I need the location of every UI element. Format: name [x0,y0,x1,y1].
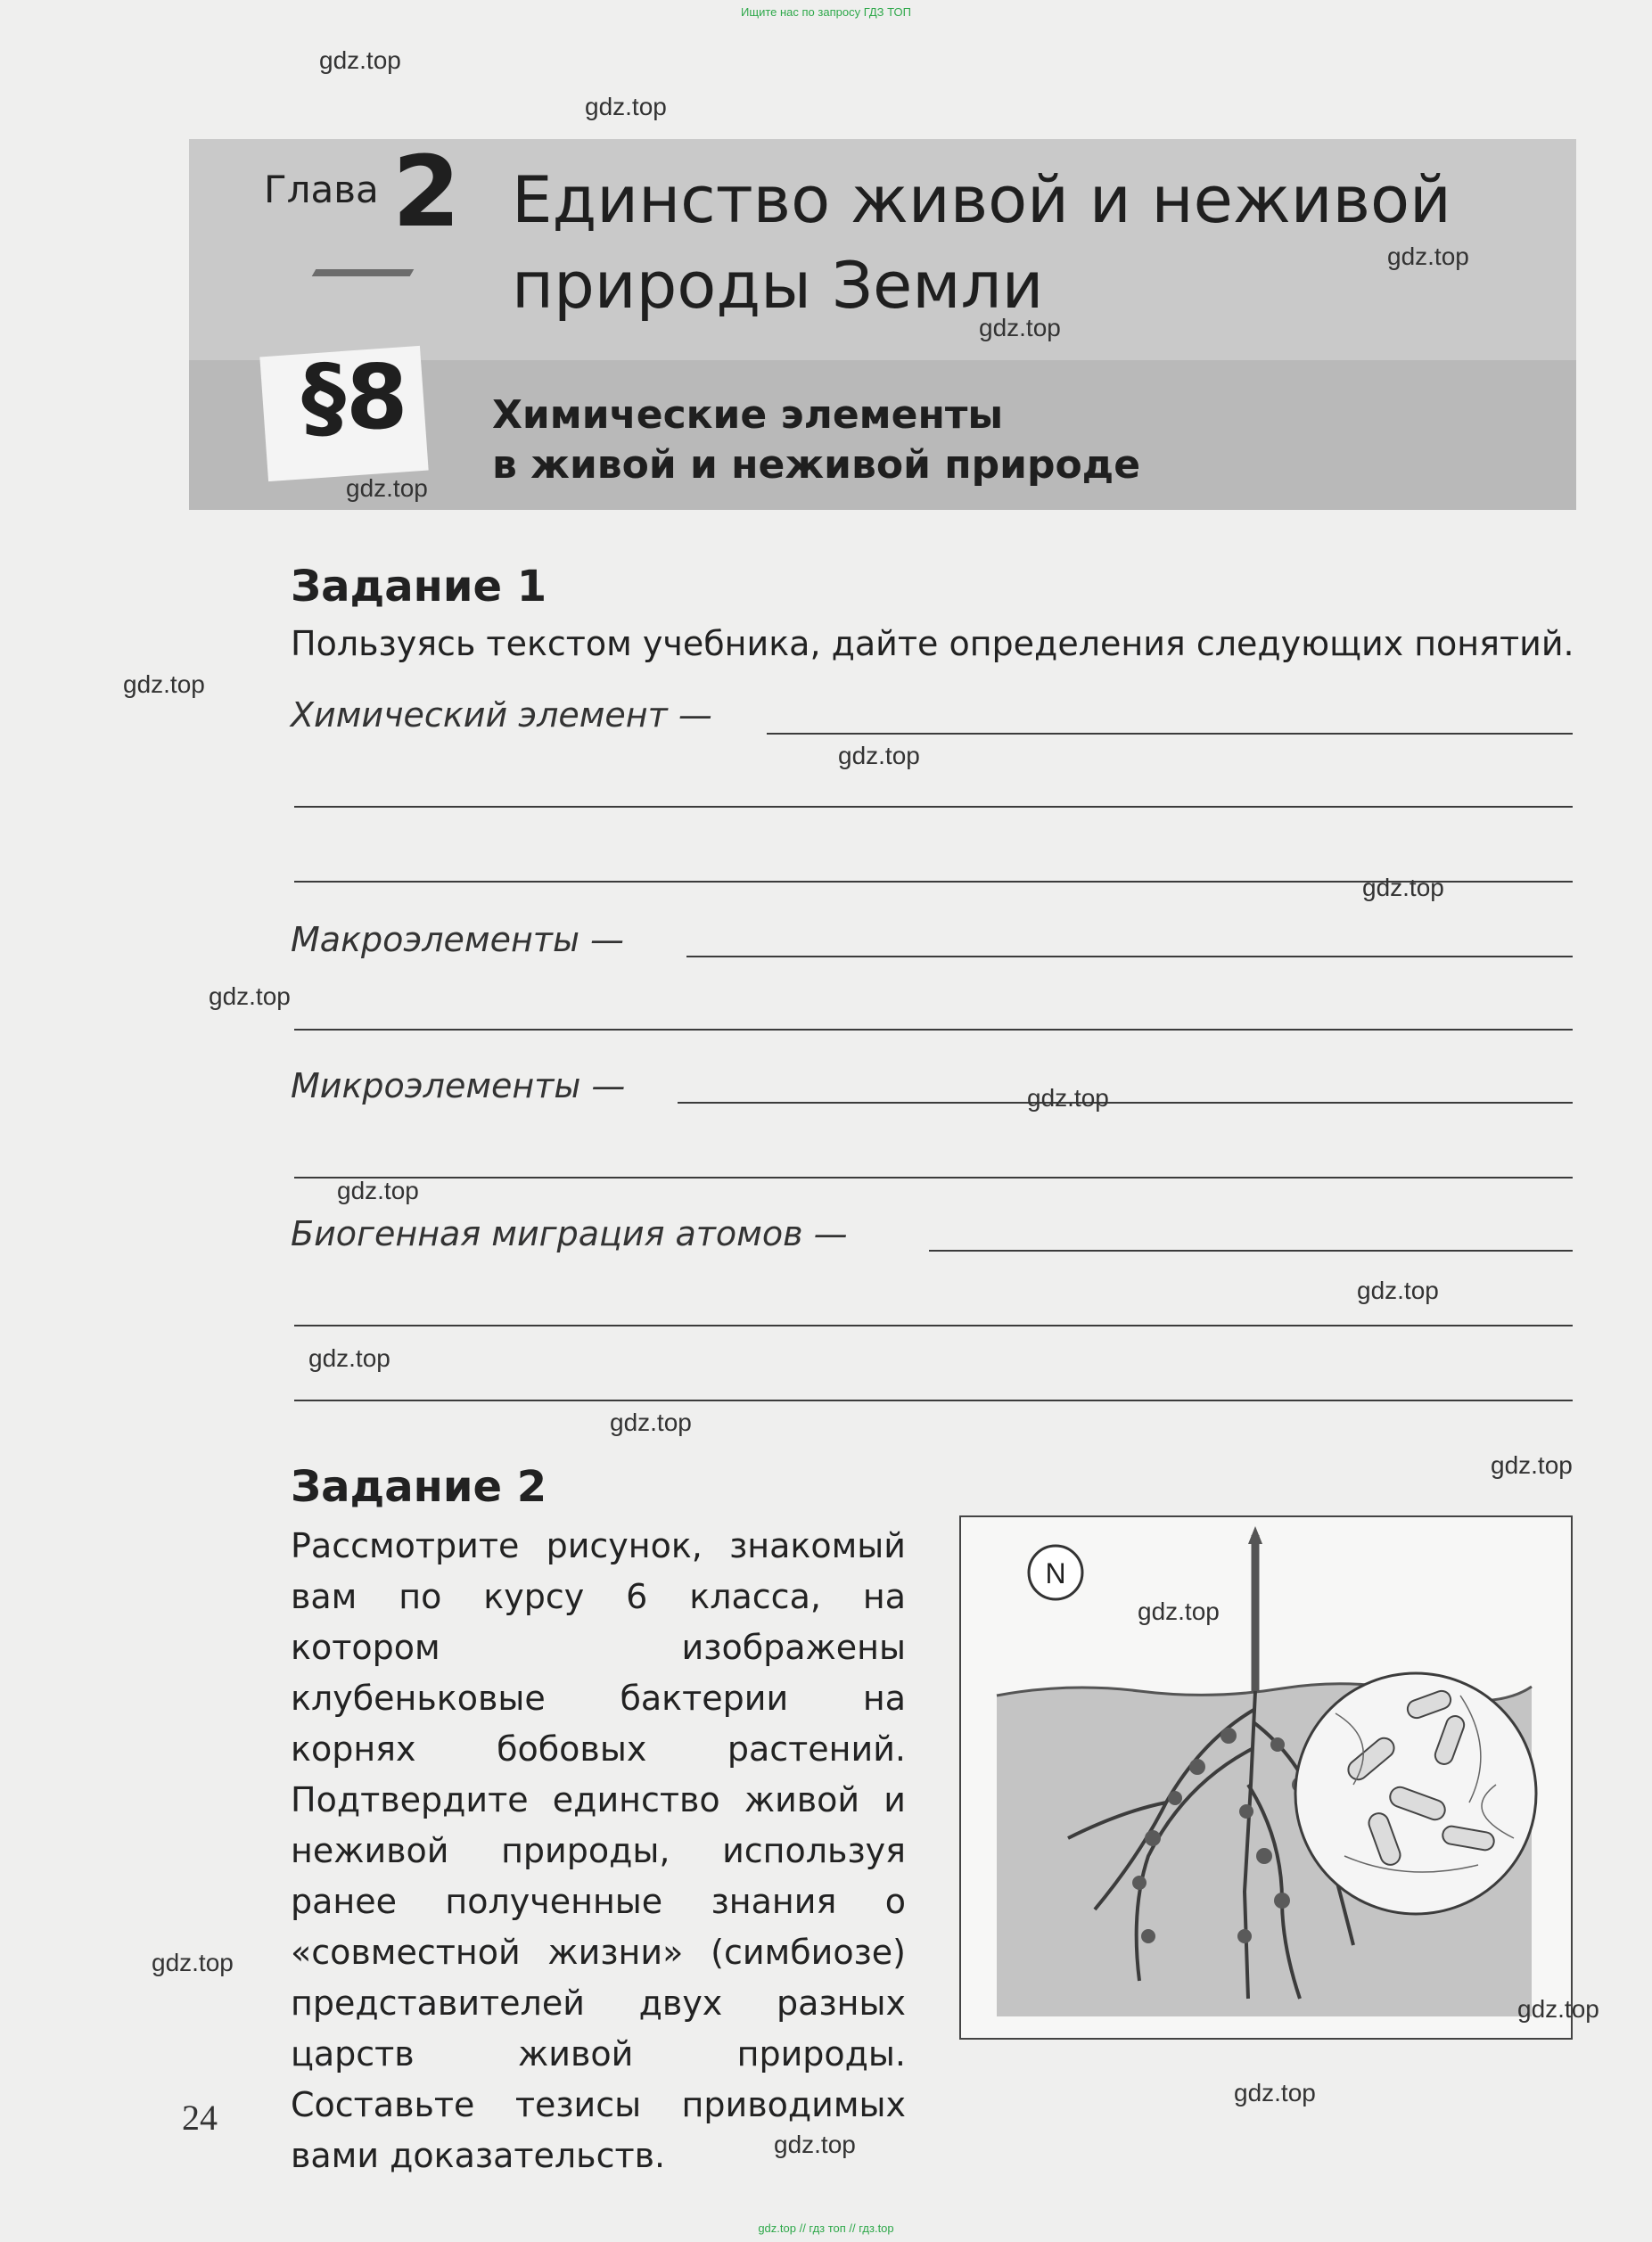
watermark: gdz.top [1517,1995,1599,2023]
watermark: gdz.top [308,1344,390,1372]
bottom-banner: gdz.top // гдз топ // гдз.top [758,2221,894,2235]
nodule-bacteria-figure [959,1515,1573,2040]
chapter-title [512,157,1537,328]
nitrogen-label: N [1045,1557,1066,1589]
paragraph-number: §8 [301,345,408,449]
answer-line[interactable] [767,733,1573,735]
watermark: gdz.top [152,1949,234,1976]
watermark: gdz.top [1357,1277,1439,1304]
answer-line[interactable] [294,1029,1573,1031]
paragraph-title-line-2: в живой и неживой природе [492,442,1141,488]
answer-line[interactable] [294,1177,1573,1178]
task1-instruction: Пользуясь текстом учебника, дайте определения следующих понятий. [291,624,1574,663]
term-chemical-element: Химический элемент — [291,695,712,735]
watermark: gdz.top [585,93,667,120]
watermark: gdz.top [209,982,291,1010]
task2-title: Задание 2 [291,1462,547,1512]
watermark: gdz.top [346,474,428,502]
decorative-stroke [312,269,415,276]
watermark: gdz.top [1138,1597,1220,1625]
watermark: gdz.top [1234,2079,1316,2106]
watermark: gdz.top [774,2131,856,2158]
top-banner: Ищите нас по запросу ГДЗ ТОП [741,5,911,19]
answer-line[interactable] [686,956,1573,957]
answer-line[interactable] [929,1250,1573,1252]
term-microelements: Микроэлементы — [291,1066,626,1105]
answer-line[interactable] [678,1102,1573,1104]
answer-line[interactable] [294,1400,1573,1401]
task1-title: Задание 1 [291,562,547,612]
chapter-label: Глава [264,168,379,211]
term-biogenic-migration: Биогенная миграция атомов — [291,1214,848,1253]
watermark: gdz.top [1387,242,1469,270]
answer-line[interactable] [294,806,1573,808]
chapter-title-line-1: Единство живой и неживой [512,162,1451,237]
watermark: gdz.top [838,742,920,769]
task2-text: Рассмотрите рисунок, знакомый вам по курсу 6 класса, на котором изображены клубеньковые бактерии на корнях бобовых растений. Подтвердите единство живой и неживой природы, используя ранее полученные знания о «совместной жизни» (симбиозе) представителей двух разных царств живой природы. Составьте тезисы приводимых вами доказательств. [291,1526,906,2175]
paragraph-title-line-1: Химические элементы [492,392,1004,438]
plant-roots-illustration [961,1517,1571,2038]
answer-line[interactable] [294,1325,1573,1326]
chapter-number: 2 [392,135,461,249]
paragraph-title [492,390,1473,490]
chapter-title-line-2: природы Земли [512,248,1044,323]
watermark: gdz.top [610,1408,692,1436]
watermark: gdz.top [1027,1084,1109,1112]
term-macroelements: Макроэлементы — [291,920,625,959]
watermark: gdz.top [1491,1451,1573,1479]
watermark: gdz.top [1362,874,1444,901]
watermark: gdz.top [337,1177,419,1204]
watermark: gdz.top [123,670,205,698]
page-number: 24 [182,2098,218,2138]
watermark: gdz.top [979,314,1061,341]
watermark: gdz.top [319,46,401,74]
